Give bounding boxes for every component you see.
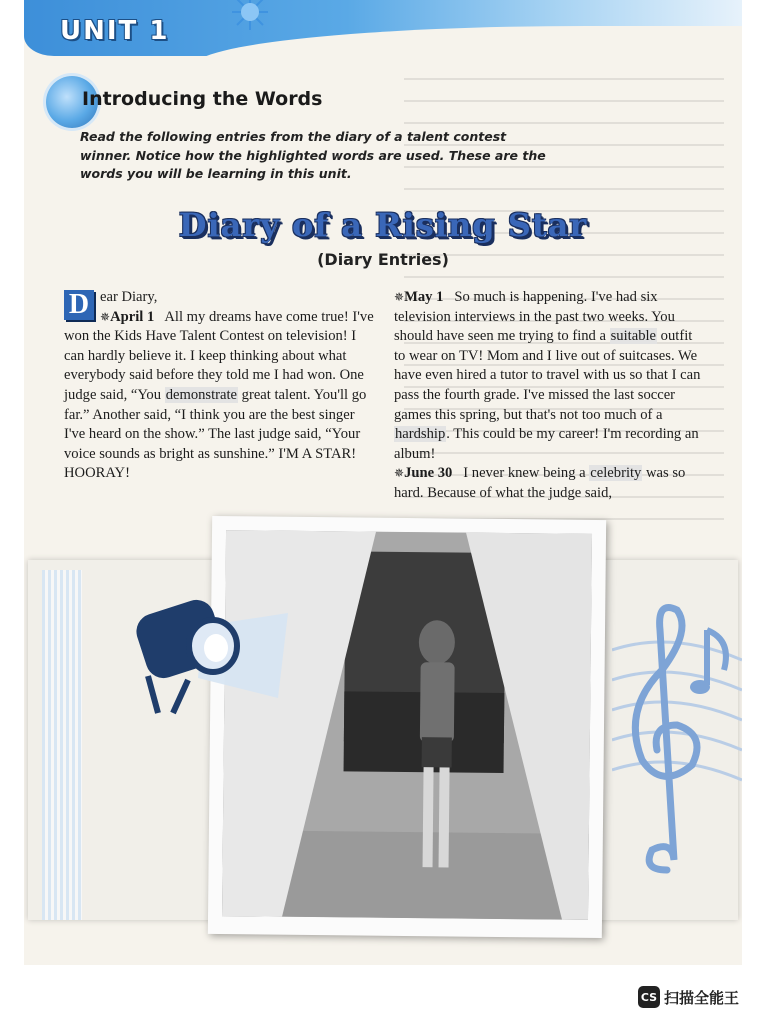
entry-date: April 1 [110,308,155,325]
sun-icon [230,0,270,32]
star-bullet-icon: ✵ [394,466,405,481]
section-title: Introducing the Words [82,88,323,110]
scanner-watermark [638,986,739,1008]
vocab-word: hardship [395,426,446,443]
section-heading [46,76,466,128]
watermark-text: 扫描全能王 [664,988,740,1007]
camscanner-logo: CS [638,986,660,1008]
story-subtitle: (Diary Entries) [317,250,449,269]
entry-date: June 30 [404,465,453,482]
diary-column-left [64,288,374,484]
star-bullet-icon: ✵ [100,309,111,324]
star-bullet-icon: ✵ [394,290,405,304]
textbook-page [24,0,742,965]
notebook-page-edges [42,570,82,920]
spotlight-icon [128,568,298,718]
diary-column-right [394,288,704,504]
diary-greeting: ear Diary, [100,289,158,305]
story-title: Diary of a Rising Star [178,206,588,244]
intro-instructions: Read the following entries from the diary of a talent contest winner. Notice how the highlighted words are used. These are the words you will be learning in this unit. [80,129,546,181]
vocab-word: celebrity [590,465,642,482]
entry-text: I never knew being a [463,465,590,482]
treble-clef-icon [612,590,742,890]
entry-text: outfit to wear on TV! Mom and I live out of suitcases. We have even hired a tutor to travel with us so that I can pass the fourth grade. I've missed the last soccer games this spring, but that's not too much of a [394,328,701,423]
vocab-word: suitable [610,328,657,345]
dropcap: D [64,290,94,320]
vocab-word: demonstrate [165,386,238,403]
entry-text: All my dreams have come true! I've won the Kids Have Talent Contest on television! I can hardly believe it. I keep thinking about what everybody said before they told me I had won. One judge said, “You [64,308,374,403]
unit-title: UNIT 1 [60,16,170,46]
entry-text: . This could be my career! I'm recording an album! [394,426,699,462]
entry-text: great talent. You'll go far.” Another said, “I think you are the best singer I've heard on the show.” The last judge said, “Your voice sounds as bright as sunshine.” I'M A STAR! HOORAY! [64,386,367,482]
entry-text: was so hard. Because of what the judge said, [394,465,686,501]
entry-text: So much is happening. I've had six television interviews in the past two weeks. You should have seen me trying to find a [394,289,675,345]
entry-date: May 1 [404,289,444,305]
